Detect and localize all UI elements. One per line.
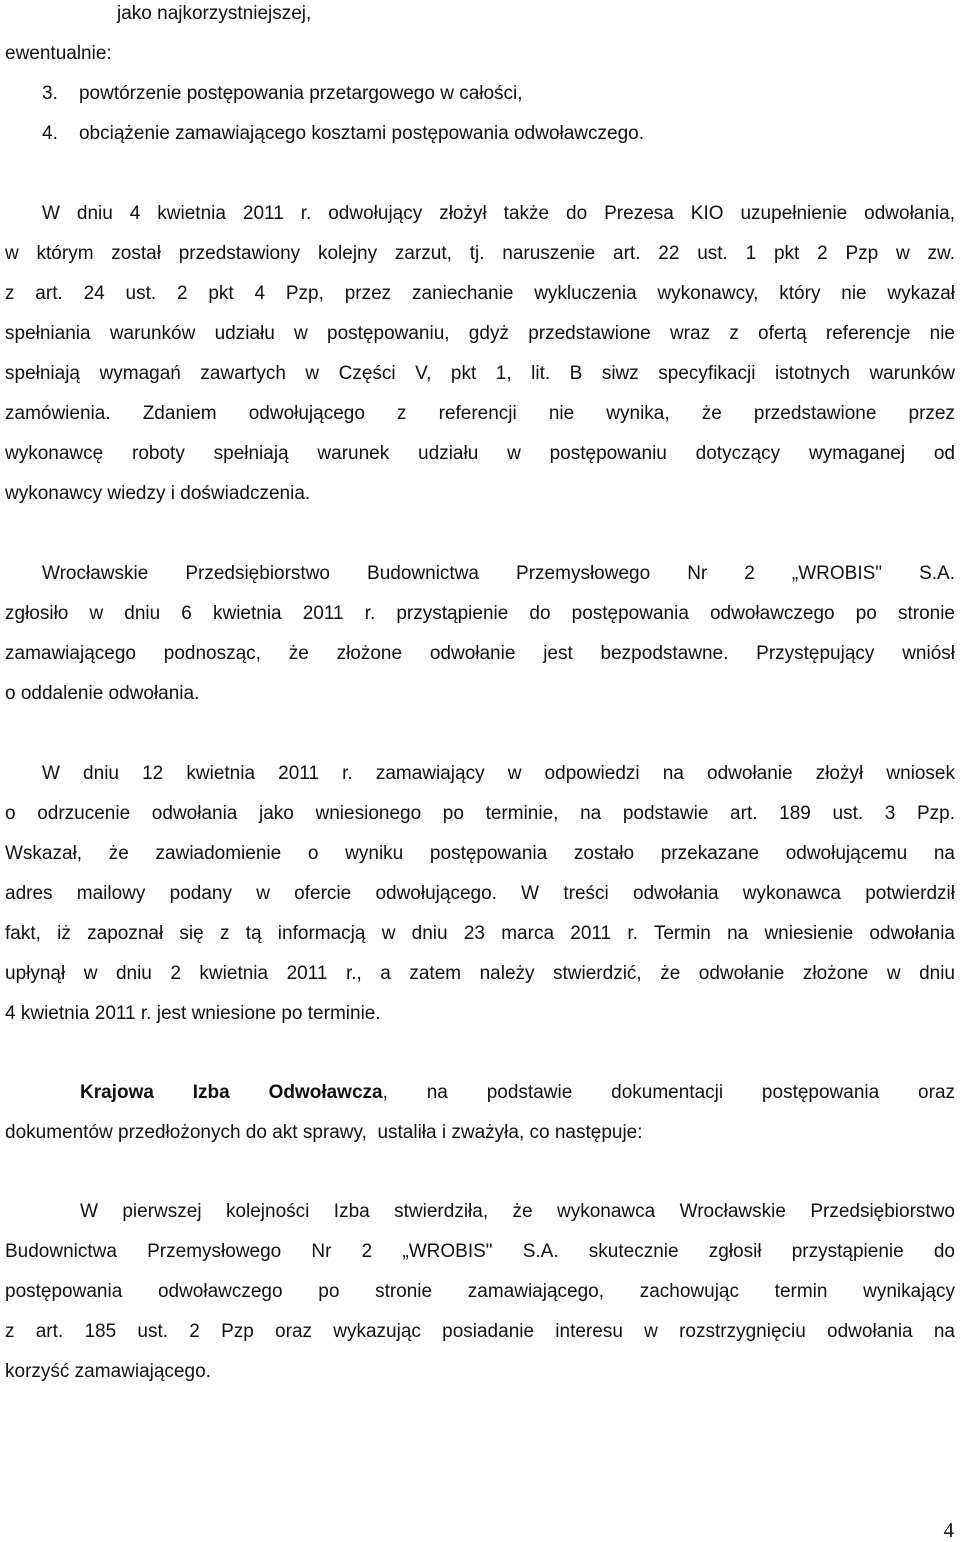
text-line: [80, 1081, 955, 1105]
text-line: korzyść zamawiającego.: [5, 1361, 211, 1382]
text-line: spełniają wymagań zawartych w Części V, pkt 1, lit. B siwz specyfikacji istotnych warunków: [5, 363, 955, 384]
list-item: 4. obciążenie zamawiającego kosztami postępowania odwoławczego.: [42, 123, 645, 144]
text-line: dokumentów przedłożonych do akt sprawy, ustaliła i zważyła, co następuje:: [5, 1122, 643, 1143]
text-line: o oddalenie odwołania.: [5, 683, 200, 704]
text-line: zgłosiło w dniu 6 kwietnia 2011 r. przystąpienie do postępowania odwoławczego po stronie: [5, 603, 955, 624]
text-line: z art. 24 ust. 2 pkt 4 Pzp, przez zaniechanie wykluczenia wykonawcy, który nie wykazał: [5, 283, 955, 304]
text-line: w którym został przedstawiony kolejny zarzut, tj. naruszenie art. 22 ust. 1 pkt 2 Pzp w zw.: [5, 243, 955, 264]
text-line: zamawiającego podnosząc, że złożone odwołanie jest bezpodstawne. Przystępujący wniósł: [5, 643, 955, 664]
text-line: jako najkorzystniejszej,: [117, 3, 312, 24]
text-line: Wrocławskie Przedsiębiorstwo Budownictwa Przemysłowego Nr 2 „WROBIS" S.A.: [42, 563, 955, 584]
text-line: wykonawcę roboty spełniają warunek udziału w postępowaniu dotyczący wymaganej od: [5, 443, 955, 464]
text-line: 4 kwietnia 2011 r. jest wniesione po terminie.: [5, 1003, 381, 1024]
text-line: wykonawcy wiedzy i doświadczenia.: [5, 483, 311, 504]
text-line: adres mailowy podany w ofercie odwołującego. W treści odwołania wykonawca potwierdził: [5, 883, 955, 904]
text-line: Wskazał, że zawiadomienie o wyniku postępowania zostało przekazane odwołującemu na: [5, 843, 955, 864]
text-line: W dniu 12 kwietnia 2011 r. zamawiający w odpowiedzi na odwołanie złożył wniosek: [42, 763, 955, 784]
court-name: Krajowa Izba Odwoławcza: [80, 1082, 383, 1103]
text-line: W dniu 4 kwietnia 2011 r. odwołujący złożył także do Prezesa KIO uzupełnienie odwołania,: [42, 203, 955, 224]
text-line: upłynął w dniu 2 kwietnia 2011 r., a zatem należy stwierdzić, że odwołanie złożone w dniu: [5, 963, 955, 984]
text-line: spełniania warunków udziału w postępowaniu, gdyż przedstawione wraz z ofertą referencje nie: [5, 323, 955, 344]
text-line: o odrzucenie odwołania jako wniesionego po terminie, na podstawie art. 189 ust. 3 Pzp.: [5, 803, 955, 824]
text-line: ewentualnie:: [5, 43, 112, 64]
text-line: z art. 185 ust. 2 Pzp oraz wykazując posiadanie interesu w rozstrzygnięciu odwołania na: [5, 1321, 955, 1342]
text-line: W pierwszej kolejności Izba stwierdziła, że wykonawca Wrocławskie Przedsiębiorstwo: [80, 1201, 955, 1222]
text-line: postępowania odwoławczego po stronie zamawiającego, zachowując termin wynikający: [5, 1281, 955, 1302]
list-item: 3. powtórzenie postępowania przetargowego w całości,: [42, 83, 523, 104]
text-line-rest: , na podstawie dokumentacji postępowania oraz: [382, 1082, 956, 1103]
page-number: 4: [943, 1518, 954, 1542]
text-line: zamówienia. Zdaniem odwołującego z referencji nie wynika, że przedstawione przez: [5, 403, 955, 424]
text-line: Budownictwa Przemysłowego Nr 2 „WROBIS" S.A. skutecznie zgłosił przystąpienie do: [5, 1241, 955, 1262]
text-line: fakt, iż zapoznał się z tą informacją w dniu 23 marca 2011 r. Termin na wniesienie odwołania: [5, 923, 955, 944]
